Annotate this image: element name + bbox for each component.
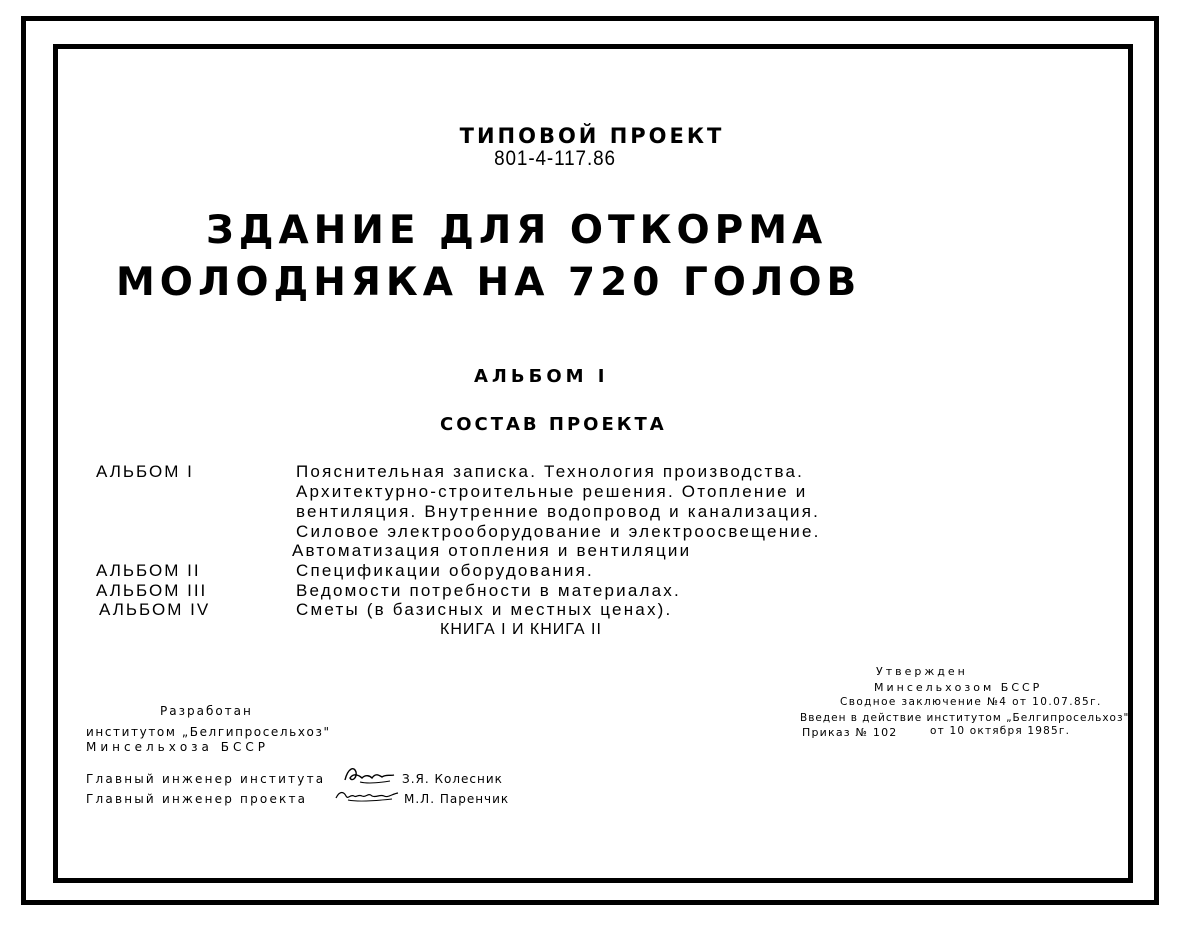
album-2-line-1: Спецификации оборудования.: [296, 561, 594, 580]
approved-order: Приказ № 102: [802, 726, 898, 739]
approved-date: от 10 октября 1985г.: [930, 725, 1071, 737]
album-1-line-4: Силовое электрооборудование и электроосвещение.: [296, 522, 821, 541]
album-1-line-2: Архитектурно-строительные решения. Отопление и: [296, 482, 808, 501]
approved-line-4: Введен в действие институтом „Белгипросельхоз": [800, 712, 1130, 724]
developed-line-1: институтом „Белгипросельхоз": [86, 725, 331, 739]
approved-line-1: Утвержден: [876, 665, 968, 678]
album-heading: АЛЬБОМ I: [474, 366, 609, 387]
document-title-line-1: ЗДАНИЕ ДЛЯ ОТКОРМА: [206, 208, 828, 253]
album-label-2: АЛЬБОМ II: [96, 561, 201, 580]
album-label-4: АЛЬБОМ IV: [99, 600, 211, 619]
album-1-line-5: Автоматизация отопления и вентиляции: [292, 541, 692, 560]
album-4-line-1: Сметы (в базисных и местных ценах).: [296, 600, 673, 619]
composition-heading: СОСТАВ ПРОЕКТА: [440, 414, 667, 435]
signature-parenchik: [334, 784, 402, 806]
chief-institute-role: Главный инженер института: [86, 772, 326, 786]
album-label-1: АЛЬБОМ I: [96, 462, 194, 481]
developed-line-2: Минсельхоза БССР: [86, 740, 269, 754]
chief-institute-name: З.Я. Колесник: [402, 772, 503, 786]
project-number: 801-4-117.86: [494, 147, 616, 170]
books-note: КНИГА I И КНИГА II: [440, 621, 602, 638]
album-3-line-1: Ведомости потребности в материалах.: [296, 581, 681, 600]
chief-project-role: Главный инженер проекта: [86, 792, 308, 806]
chief-project-name: М.Л. Паренчик: [404, 792, 510, 806]
album-label-3: АЛЬБОМ III: [96, 581, 208, 600]
project-type-label: ТИПОВОЙ ПРОЕКТ: [459, 124, 725, 148]
album-1-line-1: Пояснительная записка. Технология производства.: [296, 462, 805, 481]
album-1-line-3: вентиляция. Внутренние водопровод и канализация.: [296, 502, 821, 521]
document-title-line-2: МОЛОДНЯКА НА 720 ГОЛОВ: [116, 260, 862, 305]
developed-heading: Разработан: [160, 704, 253, 718]
approved-line-3: Сводное заключение №4 от 10.07.85г.: [840, 696, 1102, 708]
approved-line-2: Минсельхозом БССР: [874, 681, 1043, 694]
